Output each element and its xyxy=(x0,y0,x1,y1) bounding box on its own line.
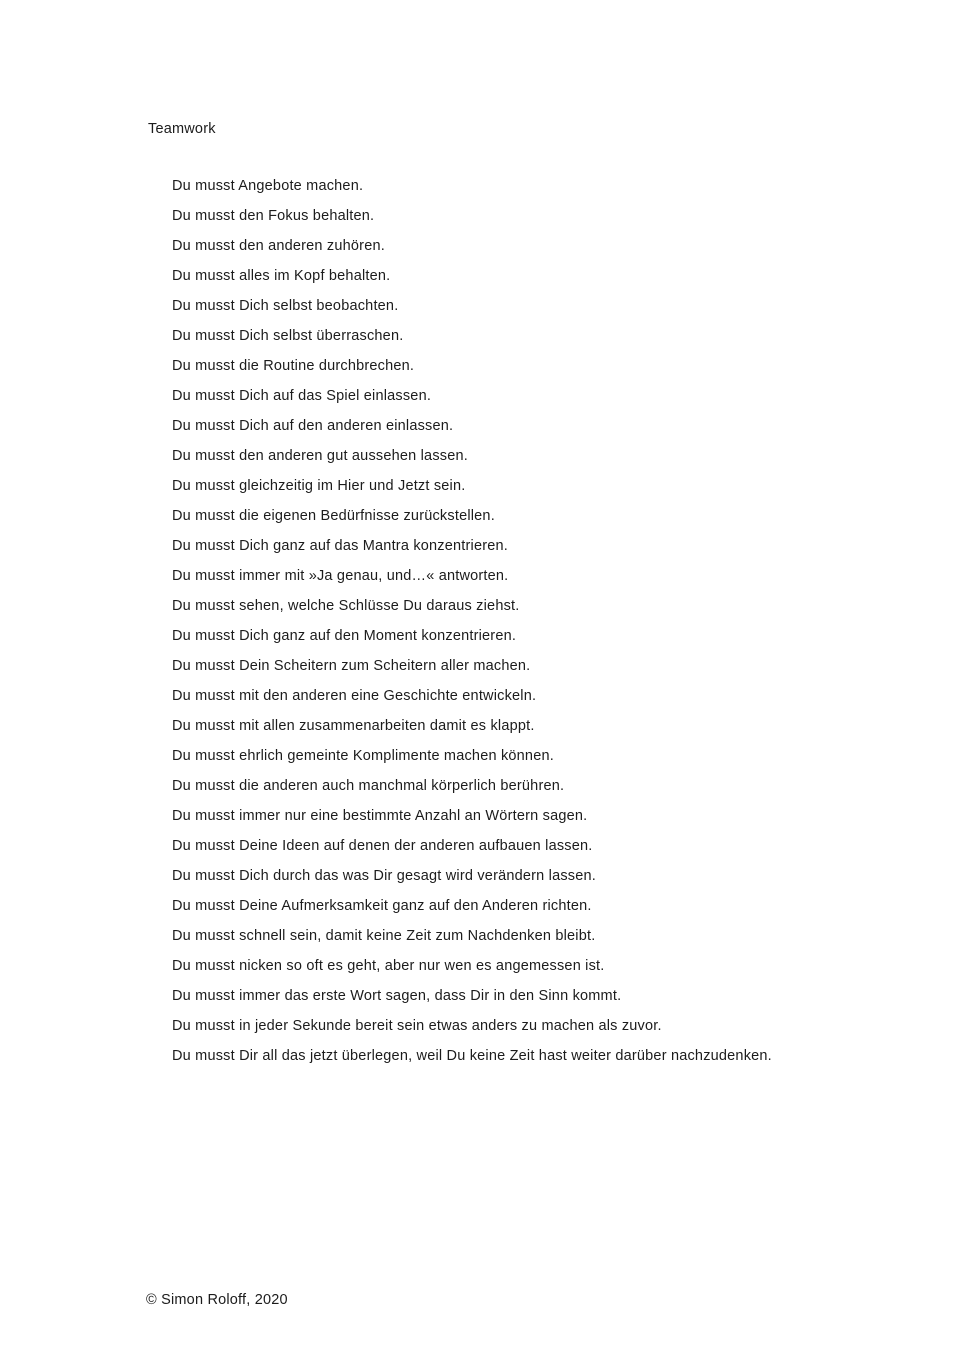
poem-line: Du musst Dich auf den anderen einlassen. xyxy=(172,418,454,434)
poem-lines xyxy=(172,171,772,1071)
poem-line: Du musst Deine Aufmerksamkeit ganz auf den Anderen richten. xyxy=(172,898,592,914)
poem-line: Du musst den anderen gut aussehen lassen. xyxy=(172,448,468,464)
poem-line: Du musst die anderen auch manchmal körperlich berühren. xyxy=(172,778,565,794)
poem-line: Du musst Dich auf das Spiel einlassen. xyxy=(172,388,432,404)
poem-line: Du musst immer mit »Ja genau, und…« antworten. xyxy=(172,568,509,584)
poem-line: Du musst die eigenen Bedürfnisse zurückstellen. xyxy=(172,508,495,524)
poem-line: Du musst sehen, welche Schlüsse Du daraus ziehst. xyxy=(172,598,520,614)
poem-line: Du musst mit allen zusammenarbeiten damit es klappt. xyxy=(172,718,535,734)
poem-line: Du musst Dir all das jetzt überlegen, weil Du keine Zeit hast weiter darüber nachzudenken. xyxy=(172,1048,772,1064)
poem-line: Du musst gleichzeitig im Hier und Jetzt sein. xyxy=(172,478,466,494)
poem-line: Du musst Dein Scheitern zum Scheitern aller machen. xyxy=(172,658,531,674)
poem-line: Du musst Dich durch das was Dir gesagt wird verändern lassen. xyxy=(172,868,597,884)
poem-line: Du musst Dich ganz auf den Moment konzentrieren. xyxy=(172,628,517,644)
poem-line: Du musst Dich selbst beobachten. xyxy=(172,298,399,314)
poem-line: Du musst Deine Ideen auf denen der anderen aufbauen lassen. xyxy=(172,838,593,854)
poem-line: Du musst immer das erste Wort sagen, dass Dir in den Sinn kommt. xyxy=(172,988,622,1004)
poem-line: Du musst Dich selbst überraschen. xyxy=(172,328,404,344)
poem-line: Du musst mit den anderen eine Geschichte entwickeln. xyxy=(172,688,537,704)
document-title: Teamwork xyxy=(148,121,216,137)
poem-line: Du musst immer nur eine bestimmte Anzahl an Wörtern sagen. xyxy=(172,808,588,824)
poem-line: Du musst Angebote machen. xyxy=(172,178,364,194)
poem-line: Du musst alles im Kopf behalten. xyxy=(172,268,391,284)
poem-line: Du musst den Fokus behalten. xyxy=(172,208,375,224)
poem-line: Du musst den anderen zuhören. xyxy=(172,238,385,254)
poem-line: Du musst in jeder Sekunde bereit sein etwas anders zu machen als zuvor. xyxy=(172,1018,662,1034)
poem-line: Du musst die Routine durchbrechen. xyxy=(172,358,415,374)
poem-line: Du musst schnell sein, damit keine Zeit zum Nachdenken bleibt. xyxy=(172,928,596,944)
poem-line: Du musst nicken so oft es geht, aber nur wen es angemessen ist. xyxy=(172,958,605,974)
copyright-notice: © Simon Roloff, 2020 xyxy=(146,1292,288,1308)
poem-line: Du musst ehrlich gemeinte Komplimente machen können. xyxy=(172,748,554,764)
poem-line: Du musst Dich ganz auf das Mantra konzentrieren. xyxy=(172,538,509,554)
